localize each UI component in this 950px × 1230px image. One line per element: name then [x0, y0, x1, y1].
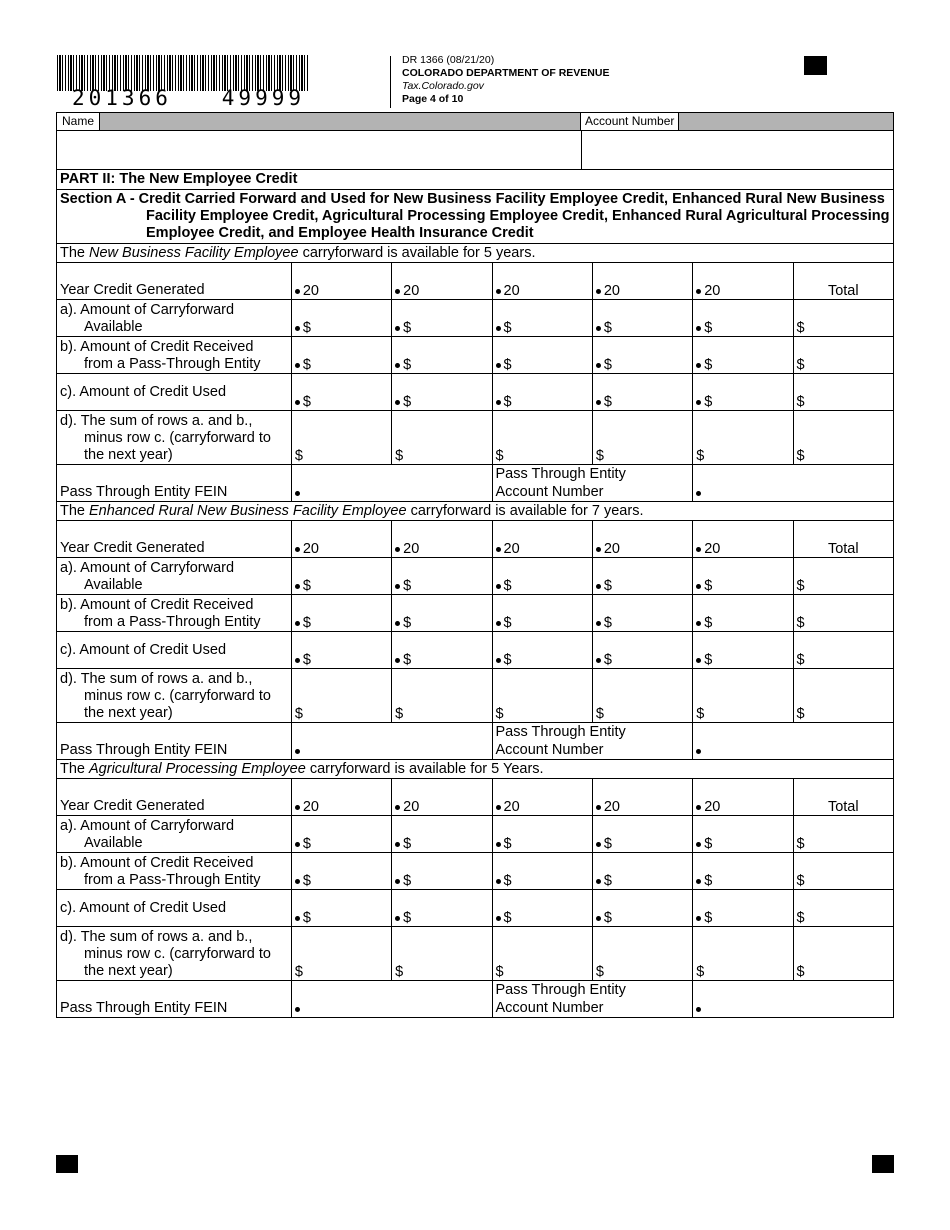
credit-form	[56, 112, 894, 1018]
year-field[interactable]: 20	[693, 263, 793, 300]
carryforward-blocks	[56, 244, 894, 1018]
row-a-label: a). Amount of Carryforward Available	[57, 300, 292, 337]
pass-through-fein-label: Pass Through Entity FEIN	[57, 981, 292, 1018]
entry-bullet-icon	[496, 879, 501, 884]
entry-bullet-icon	[696, 1007, 701, 1012]
row-b-label: b). Amount of Credit Received from a Pass-Through Entity	[57, 595, 292, 632]
entry-bullet-icon	[295, 363, 300, 368]
row-d-label: d). The sum of rows a. and b., minus row c. (carryforward to the next year)	[57, 669, 292, 723]
year-field[interactable]: 20	[392, 263, 492, 300]
credit-received-field[interactable]: $	[592, 853, 692, 890]
carryforward-intro: The Enhanced Rural New Business Facility Employee carryforward is available for 7 years.	[57, 502, 894, 521]
entry-bullet-icon	[596, 879, 601, 884]
carryforward-intro: The New Business Facility Employee carryforward is available for 5 years.	[57, 244, 894, 263]
entry-bullet-icon	[596, 621, 601, 626]
pass-through-account-field[interactable]	[693, 465, 894, 502]
page-number: Page 4 of 10	[402, 93, 464, 105]
name-header-row	[56, 112, 894, 131]
row-a-label: a). Amount of Carryforward Available	[57, 816, 292, 853]
credit-received-field[interactable]: $	[392, 595, 492, 632]
carryforward-available-field[interactable]: $	[693, 816, 793, 853]
entry-bullet-icon	[295, 879, 300, 884]
credit-received-total[interactable]: $	[793, 337, 893, 374]
total-header: Total	[793, 521, 893, 558]
entry-bullet-icon	[696, 916, 701, 921]
credit-received-field[interactable]: $	[392, 337, 492, 374]
year-field[interactable]: 20	[291, 521, 391, 558]
entry-bullet-icon	[395, 400, 400, 405]
carryforward-available-total[interactable]: $	[793, 816, 893, 853]
row-c-label: c). Amount of Credit Used	[57, 374, 292, 411]
credit-used-field[interactable]: $	[693, 890, 793, 927]
carryforward-next-year-total[interactable]: $	[793, 411, 893, 465]
credit-received-field[interactable]: $	[291, 337, 391, 374]
entry-bullet-icon	[395, 547, 400, 552]
carryforward-available-field[interactable]: $	[492, 300, 592, 337]
entry-bullet-icon	[395, 658, 400, 663]
entry-bullet-icon	[496, 842, 501, 847]
row-a-label: a). Amount of Carryforward Available	[57, 558, 292, 595]
entry-bullet-icon	[596, 400, 601, 405]
name-field[interactable]	[57, 131, 582, 169]
credit-used-field[interactable]: $	[392, 632, 492, 669]
carryforward-next-year-field[interactable]: $	[492, 927, 592, 981]
carryforward-next-year-field[interactable]: $	[592, 669, 692, 723]
pass-through-fein-label: Pass Through Entity FEIN	[57, 465, 292, 502]
credit-received-total[interactable]: $	[793, 595, 893, 632]
credit-received-field[interactable]: $	[693, 595, 793, 632]
carryforward-next-year-total[interactable]: $	[793, 669, 893, 723]
entry-bullet-icon	[496, 805, 501, 810]
credit-received-total[interactable]: $	[793, 853, 893, 890]
credit-used-field[interactable]: $	[492, 890, 592, 927]
pass-through-account-label: Pass Through Entity Account Number	[492, 981, 693, 1018]
entry-bullet-icon	[395, 584, 400, 589]
year-field[interactable]: 20	[291, 263, 391, 300]
carryforward-next-year-field[interactable]: $	[291, 927, 391, 981]
carryforward-available-field[interactable]: $	[291, 300, 391, 337]
credit-used-field[interactable]: $	[592, 374, 692, 411]
carryforward-next-year-field[interactable]: $	[392, 669, 492, 723]
entry-bullet-icon	[395, 621, 400, 626]
entry-bullet-icon	[696, 547, 701, 552]
entry-bullet-icon	[696, 491, 701, 496]
row-c-label: c). Amount of Credit Used	[57, 632, 292, 669]
carryforward-next-year-field[interactable]: $	[592, 927, 692, 981]
entry-bullet-icon	[596, 842, 601, 847]
year-field[interactable]: 20	[693, 779, 793, 816]
pass-through-account-field[interactable]	[693, 981, 894, 1018]
entry-bullet-icon	[496, 658, 501, 663]
credit-used-field[interactable]: $	[291, 890, 391, 927]
carryforward-available-field[interactable]: $	[592, 300, 692, 337]
credit-used-field[interactable]: $	[392, 890, 492, 927]
pass-through-fein-field[interactable]	[291, 465, 492, 502]
carryforward-next-year-field[interactable]: $	[291, 669, 391, 723]
year-field[interactable]: 20	[392, 521, 492, 558]
credit-used-field[interactable]: $	[592, 632, 692, 669]
entry-bullet-icon	[696, 326, 701, 331]
entry-bullet-icon	[295, 805, 300, 810]
entry-bullet-icon	[496, 916, 501, 921]
section-a-title: Section A - Credit Carried Forward and Used for New Business Facility Employee Credit, Enhanced Rural New Business Facility Employee Credit, Agricultural Processing Employee Credit, Enhanced Rural Agricultural Processing Employee Credit, and Employee Health Insurance Credit	[56, 190, 894, 244]
carryforward-available-total[interactable]: $	[793, 558, 893, 595]
account-number-label: Account Number	[580, 113, 679, 130]
entry-bullet-icon	[295, 326, 300, 331]
row-d-label: d). The sum of rows a. and b., minus row c. (carryforward to the next year)	[57, 927, 292, 981]
entry-bullet-icon	[696, 363, 701, 368]
carryforward-available-field[interactable]: $	[693, 300, 793, 337]
credit-received-field[interactable]: $	[492, 595, 592, 632]
carryforward-available-field[interactable]: $	[291, 816, 391, 853]
carryforward-next-year-field[interactable]: $	[492, 411, 592, 465]
carryforward-available-field[interactable]: $	[693, 558, 793, 595]
entry-bullet-icon	[295, 916, 300, 921]
credit-used-field[interactable]: $	[291, 632, 391, 669]
carryforward-next-year-field[interactable]: $	[492, 669, 592, 723]
account-number-field[interactable]	[582, 131, 893, 169]
entry-bullet-icon	[395, 842, 400, 847]
pass-through-account-label: Pass Through Entity Account Number	[492, 465, 693, 502]
credit-received-field[interactable]: $	[592, 595, 692, 632]
row-b-label: b). Amount of Credit Received from a Pass-Through Entity	[57, 853, 292, 890]
entry-bullet-icon	[596, 363, 601, 368]
carryforward-next-year-field[interactable]: $	[592, 411, 692, 465]
entry-bullet-icon	[496, 584, 501, 589]
entry-bullet-icon	[596, 916, 601, 921]
carryforward-available-field[interactable]: $	[392, 558, 492, 595]
credit-used-total[interactable]: $	[793, 374, 893, 411]
credit-received-field[interactable]: $	[592, 337, 692, 374]
year-credit-generated-label: Year Credit Generated	[57, 521, 292, 558]
entry-bullet-icon	[295, 658, 300, 663]
entry-bullet-icon	[496, 289, 501, 294]
entry-bullet-icon	[295, 547, 300, 552]
carryforward-next-year-total[interactable]: $	[793, 927, 893, 981]
entry-bullet-icon	[295, 749, 300, 754]
carryforward-next-year-field[interactable]: $	[693, 669, 793, 723]
carryforward-next-year-field[interactable]: $	[392, 927, 492, 981]
form-id: DR 1366 (08/21/20)	[402, 54, 495, 66]
entry-bullet-icon	[295, 1007, 300, 1012]
name-entry-row	[56, 131, 894, 170]
entry-bullet-icon	[696, 879, 701, 884]
year-credit-generated-label: Year Credit Generated	[57, 263, 292, 300]
credit-received-field[interactable]: $	[291, 595, 391, 632]
entry-bullet-icon	[696, 400, 701, 405]
pass-through-fein-field[interactable]	[291, 981, 492, 1018]
credit-received-field[interactable]: $	[492, 853, 592, 890]
entry-bullet-icon	[696, 749, 701, 754]
row-b-label: b). Amount of Credit Received from a Pass-Through Entity	[57, 337, 292, 374]
credit-used-total[interactable]: $	[793, 632, 893, 669]
carryforward-available-field[interactable]: $	[392, 300, 492, 337]
carryforward-available-field[interactable]: $	[392, 816, 492, 853]
entry-bullet-icon	[395, 805, 400, 810]
row-d-label: d). The sum of rows a. and b., minus row c. (carryforward to the next year)	[57, 411, 292, 465]
credit-received-field[interactable]: $	[392, 853, 492, 890]
entry-bullet-icon	[696, 842, 701, 847]
entry-bullet-icon	[696, 584, 701, 589]
credit-used-field[interactable]: $	[291, 374, 391, 411]
website: Tax.Colorado.gov	[402, 80, 484, 92]
entry-bullet-icon	[496, 363, 501, 368]
entry-bullet-icon	[395, 879, 400, 884]
pass-through-account-field[interactable]	[693, 723, 894, 760]
credit-used-field[interactable]: $	[392, 374, 492, 411]
credit-used-field[interactable]: $	[492, 632, 592, 669]
carryforward-available-total[interactable]: $	[793, 300, 893, 337]
carryforward-table	[56, 502, 894, 760]
entry-bullet-icon	[496, 621, 501, 626]
total-header: Total	[793, 779, 893, 816]
credit-received-field[interactable]: $	[291, 853, 391, 890]
entry-bullet-icon	[395, 289, 400, 294]
entry-bullet-icon	[295, 289, 300, 294]
entry-bullet-icon	[596, 805, 601, 810]
year-field[interactable]: 20	[291, 779, 391, 816]
entry-bullet-icon	[696, 289, 701, 294]
pass-through-account-label: Pass Through Entity Account Number	[492, 723, 693, 760]
carryforward-table	[56, 244, 894, 502]
year-field[interactable]: 20	[592, 263, 692, 300]
credit-used-total[interactable]: $	[793, 890, 893, 927]
part-title: PART II: The New Employee Credit	[56, 170, 894, 190]
entry-bullet-icon	[696, 805, 701, 810]
credit-used-field[interactable]: $	[492, 374, 592, 411]
year-field[interactable]: 20	[592, 779, 692, 816]
pass-through-fein-label: Pass Through Entity FEIN	[57, 723, 292, 760]
entry-bullet-icon	[295, 842, 300, 847]
entry-bullet-icon	[295, 584, 300, 589]
total-header: Total	[793, 263, 893, 300]
form-header	[402, 54, 609, 106]
registration-mark-bottom-right	[872, 1155, 894, 1173]
carryforward-next-year-field[interactable]: $	[392, 411, 492, 465]
entry-bullet-icon	[596, 326, 601, 331]
carryforward-next-year-field[interactable]: $	[693, 927, 793, 981]
carryforward-next-year-field[interactable]: $	[291, 411, 391, 465]
carryforward-available-field[interactable]: $	[291, 558, 391, 595]
credit-used-field[interactable]: $	[693, 632, 793, 669]
entry-bullet-icon	[496, 400, 501, 405]
entry-bullet-icon	[596, 658, 601, 663]
year-field[interactable]: 20	[492, 779, 592, 816]
entry-bullet-icon	[496, 326, 501, 331]
carryforward-available-field[interactable]: $	[492, 816, 592, 853]
carryforward-next-year-field[interactable]: $	[693, 411, 793, 465]
entry-bullet-icon	[596, 289, 601, 294]
carryforward-available-field[interactable]: $	[492, 558, 592, 595]
entry-bullet-icon	[295, 621, 300, 626]
credit-received-field[interactable]: $	[693, 337, 793, 374]
year-field[interactable]: 20	[492, 521, 592, 558]
entry-bullet-icon	[395, 326, 400, 331]
entry-bullet-icon	[596, 584, 601, 589]
year-field[interactable]: 20	[392, 779, 492, 816]
credit-used-field[interactable]: $	[693, 374, 793, 411]
entry-bullet-icon	[496, 547, 501, 552]
year-field[interactable]: 20	[592, 521, 692, 558]
carryforward-available-field[interactable]: $	[592, 558, 692, 595]
year-credit-generated-label: Year Credit Generated	[57, 779, 292, 816]
department-name: COLORADO DEPARTMENT OF REVENUE	[402, 67, 610, 79]
name-label: Name	[57, 113, 100, 130]
registration-mark-bottom-left	[56, 1155, 78, 1173]
entry-bullet-icon	[395, 363, 400, 368]
credit-received-field[interactable]: $	[492, 337, 592, 374]
entry-bullet-icon	[696, 658, 701, 663]
credit-received-field[interactable]: $	[693, 853, 793, 890]
entry-bullet-icon	[295, 491, 300, 496]
header-divider	[390, 56, 391, 108]
carryforward-available-field[interactable]: $	[592, 816, 692, 853]
barcode-number: 201366 49999	[72, 86, 306, 110]
credit-used-field[interactable]: $	[592, 890, 692, 927]
entry-bullet-icon	[696, 621, 701, 626]
carryforward-intro: The Agricultural Processing Employee carryforward is available for 5 Years.	[57, 760, 894, 779]
entry-bullet-icon	[596, 547, 601, 552]
carryforward-table	[56, 760, 894, 1018]
entry-bullet-icon	[295, 400, 300, 405]
year-field[interactable]: 20	[693, 521, 793, 558]
entry-bullet-icon	[395, 916, 400, 921]
year-field[interactable]: 20	[492, 263, 592, 300]
pass-through-fein-field[interactable]	[291, 723, 492, 760]
registration-mark-top-right	[804, 56, 827, 75]
row-c-label: c). Amount of Credit Used	[57, 890, 292, 927]
